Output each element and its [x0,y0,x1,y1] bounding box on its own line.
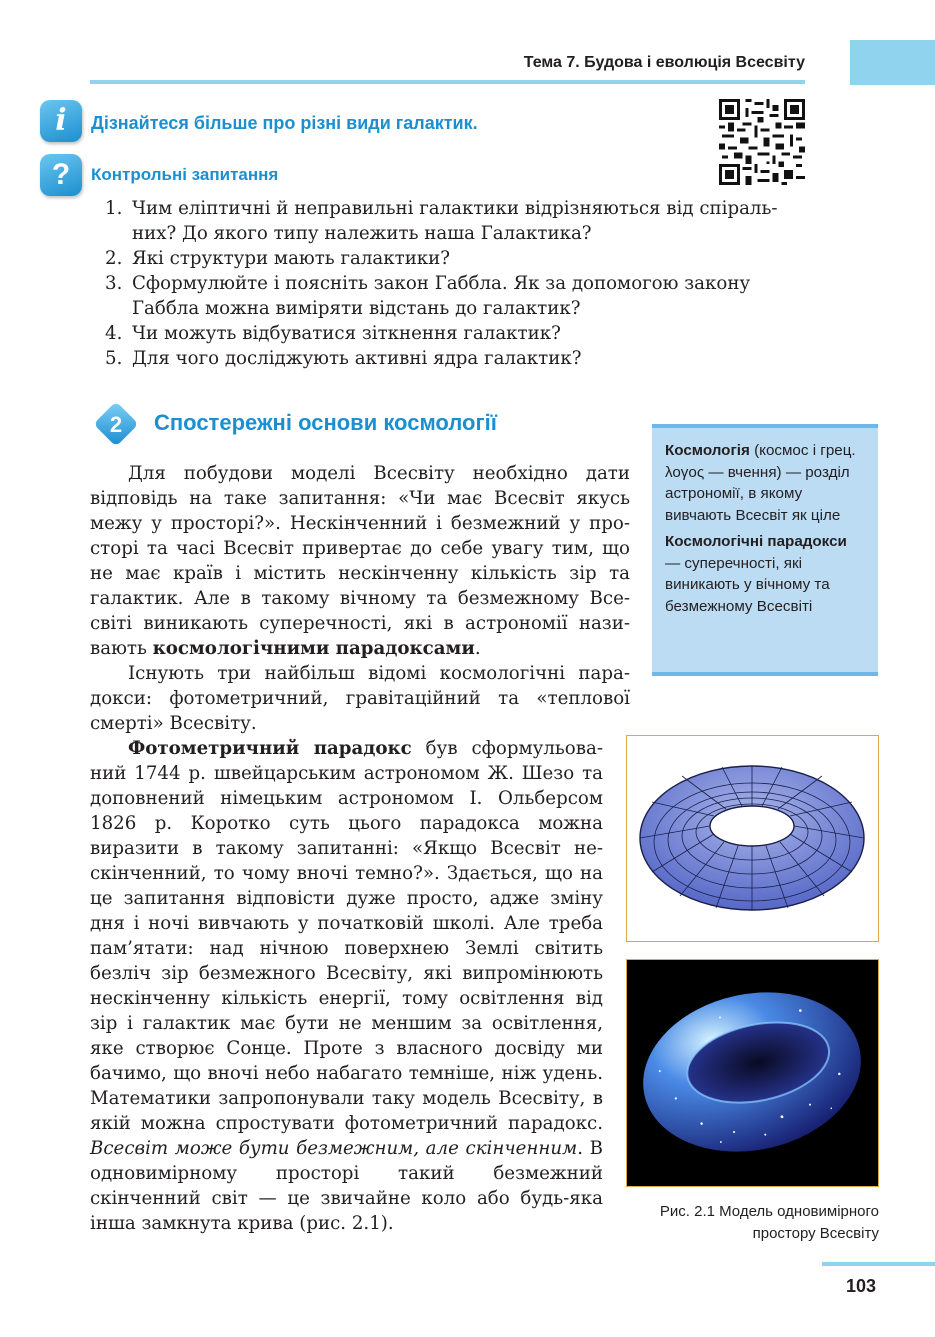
question-text: Сформулюйте і поясніть закон Габбла. Як за допомогою закону Габбла можна виміряти відстань до галактик? [132,273,751,319]
body-text [90,461,630,1236]
glossary-definition: — суперечності, які виникають у вічному та безмежному Всесвіті [665,554,830,615]
glossary-entry [665,531,866,617]
questions-heading: Контрольні запитання [91,165,279,184]
question-text: Для чого досліджують активні ядра галактик? [132,348,582,369]
question-text: Які структури мають галактики? [132,248,451,269]
qr-code-icon[interactable] [719,99,805,185]
question-text: Чи можуть відбуватися зіткнення галактик? [132,323,561,344]
paragraph: Фотометричний парадокс був сформульований 1744 р. швейцарським астрономом Ж. Шезо та доповнений німецьким астрономом І. Ольберсом 1826 р. Коротко суть цього парадокса можна виразити в такому запитанні: «Якщо Всесвіт нескінченний, то чому вночі темно?». Здається, що на це запитання відповісти дуже просто, адже зміну дня і ночі вивчають у початковій школі. Але треба пам’ятати: над нічною поверхнею Землі світить безліч зір безмежного Всесвіту, які випромінюють нескінченну кількість енергії, тому освітлення від зір і галактик має бути не меншим за освітлення, яке створює Сонце. Проте з власного досвіду ми бачимо, що вночі небо набагато темніше, ніж удень. Математики запропонували таку модель Всесвіту, в якій можна спростувати фотометричний парадокс. Всесвіт може бути безмежним, але скінченним. В одновимірному просторі такий безмежний скінченний світ — це звичайне коло або будь-яка інша замкнута крива (рис. 2.1). [90,738,603,1234]
question-number: 3. [105,273,123,294]
question-text: Чим еліптичні й неправильні галактики відрізняються від спіральних? До якого типу належить наша Галактика? [132,198,778,244]
question-number: 4. [105,323,123,344]
italic-emphasis: Всесвіт може бути безмежним, але скінченним [90,1138,578,1159]
info-text: Дізнайтеся більше про різні види галактик. [91,113,478,133]
section-title: Спостережні основи космології [154,410,497,435]
glossary-term: Космологія [665,442,750,459]
info-icon: i [40,100,82,142]
paragraph: Для побудови моделі Всесвіту необхідно дати відповідь на таке запитання: «Чи має Всесвіт якусь межу у просторі?». Нескінченний і безмежний у просторі та часі Всесвіт привертає до себе увагу тим, що не має країв і містить нескінченну кількість зір та галактик. Але в такому вічному та безмежному Всесвіті виникають суперечності, які в астрономії називають космологічними парадоксами. [90,463,630,659]
questions-list [105,196,810,371]
glossary-definition: (космос і грец. λογος — вчення) — розділ астрономії, в якому вивчають Всесвіт як ціле [665,442,856,524]
footer-rule [822,1262,935,1266]
question-item [105,246,810,271]
question-item [105,196,810,246]
question-number: 2. [105,248,123,269]
paragraph: Існують три найбільш відомі космологічні парадокси: фотометричний, гравітаційний та «теплової смерті» Всесвіту. [90,663,630,734]
chapter-title: Тема 7. Будова і еволюція Всесвіту [523,54,805,71]
section-number-badge [92,400,140,448]
header-rule [90,80,805,84]
bold-term: Фотометричний парадокс [128,738,412,759]
figure-torus-wireframe [626,735,879,942]
figure-torus-space [626,959,879,1187]
bold-term: космологічними парадоксами [152,638,475,659]
question-item [105,346,810,371]
torus-space-image [627,960,878,1186]
torus-wireframe-image [627,736,878,941]
question-number: 1. [105,198,123,219]
figure-caption: Рис. 2.1 Модель одновимірного простору Всесвіту [659,1203,879,1242]
glossary-entry [665,440,866,526]
section-number: 2 [109,412,123,437]
question-number: 5. [105,348,123,369]
glossary-term: Космологічні парадокси [665,533,847,550]
glossary-sidebar [652,424,878,676]
question-item [105,321,810,346]
header-tab-decoration [850,40,935,85]
question-item [105,271,810,321]
question-icon: ? [40,154,82,196]
page-number: 103 [846,1276,877,1296]
